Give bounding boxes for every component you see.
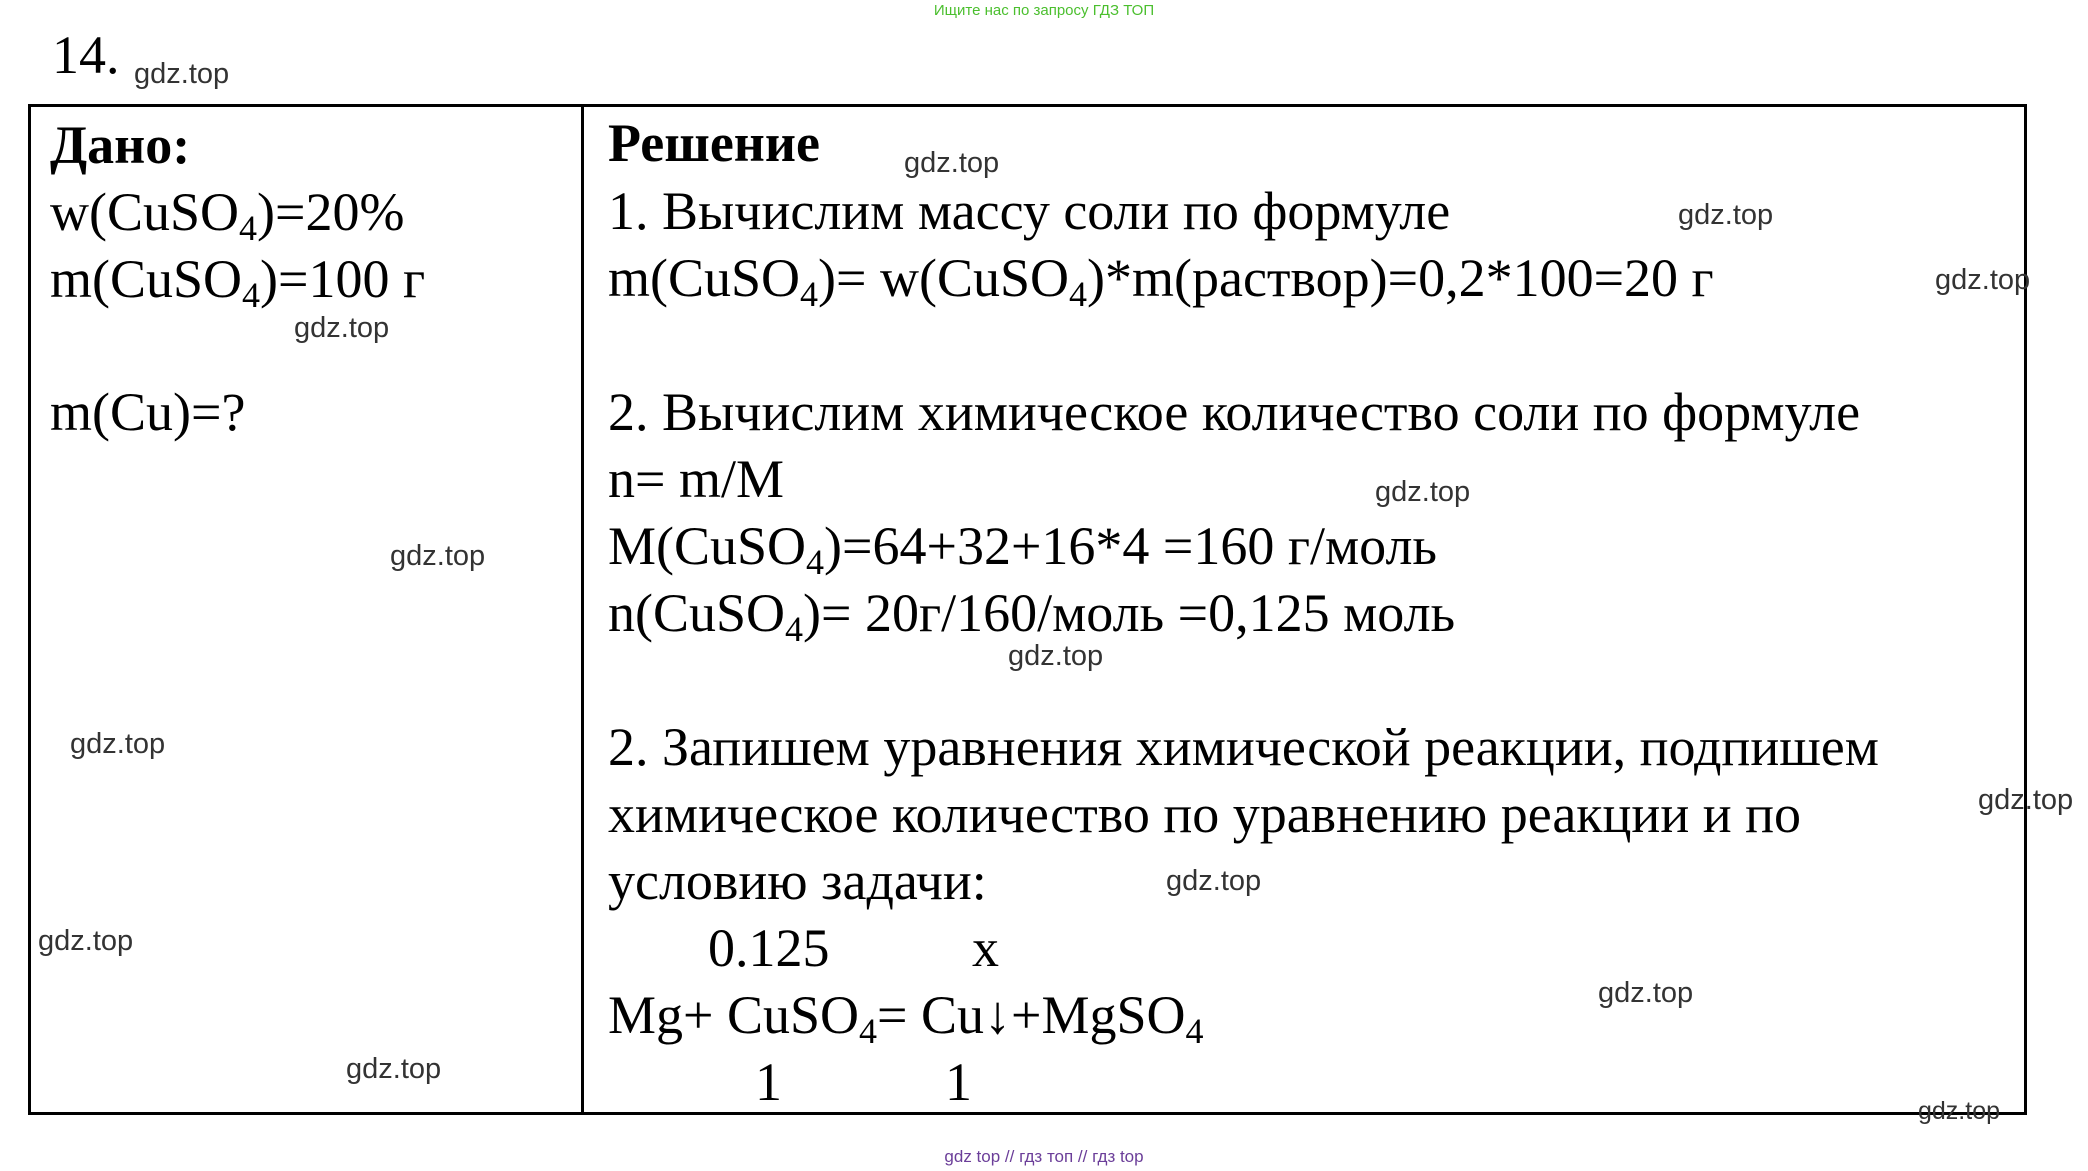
solution-heading: Решение <box>608 113 820 173</box>
watermark: gdz.top <box>1598 977 1694 1009</box>
unknown-above-cu: x <box>972 918 999 978</box>
given-mass: m(CuSO$_4$)=100 г <box>50 249 426 315</box>
step-3-line-2: химическое количество по уравнению реакции и по <box>608 784 1802 844</box>
amount-above-cuso4: 0.125 <box>708 918 830 978</box>
watermark: gdz.top <box>390 540 486 572</box>
watermark: gdz.top <box>346 1053 442 1085</box>
coefficient-cuso4: 1 <box>755 1052 782 1112</box>
molar-mass-calc: M(CuSO$_4$)=64+32+16*4 =160 г/моль <box>608 516 1438 582</box>
reaction-equation: Mg+ CuSO$_4$= Cu↓+MgSO$_4$ <box>608 985 1204 1051</box>
watermark: gdz.top <box>38 925 134 957</box>
watermark: gdz.top <box>904 147 1000 179</box>
coefficient-cu: 1 <box>945 1052 972 1112</box>
watermark: gdz.top <box>1375 476 1471 508</box>
step-3-line-3: условию задачи: <box>608 851 987 911</box>
task-number: 14. <box>52 25 120 85</box>
watermark: gdz.top <box>1678 199 1774 231</box>
watermark: gdz.top <box>1935 264 2031 296</box>
given-mass-fraction: w(CuSO$_4$)=20% <box>50 182 405 248</box>
watermark: gdz.top <box>1978 784 2074 816</box>
watermark: gdz.top <box>134 58 230 90</box>
given-find: m(Cu)=? <box>50 382 246 442</box>
search-banner: Ищите нас по запросу ГДЗ ТОП <box>933 2 1155 19</box>
step-3-line-1: 2. Запишем уравнения химической реакции, подпишем <box>608 717 1879 777</box>
amount-formula: n= m/M <box>608 449 784 509</box>
amount-calc: n(CuSO$_4$)= 20г/160/моль =0,125 моль <box>608 583 1456 649</box>
watermark: gdz.top <box>1166 865 1262 897</box>
given-heading: Дано: <box>50 115 191 175</box>
salt-mass-formula: m(CuSO$_4$)= w(CuSO$_4$)*m(раствор)=0,2*100=20 г <box>608 248 1714 314</box>
watermark: gdz.top <box>1008 640 1104 672</box>
watermark: gdz.top <box>294 312 390 344</box>
step-2-text: 2. Вычислим химическое количество соли по формуле <box>608 382 1861 442</box>
watermark: gdz.top <box>1918 1097 2001 1125</box>
column-divider <box>581 104 584 1115</box>
watermark: gdz.top <box>70 728 166 760</box>
step-1-text: 1. Вычислим массу соли по формуле <box>608 181 1451 241</box>
footer-links: gdz top // гдз топ // гдз top <box>944 1147 1144 1166</box>
